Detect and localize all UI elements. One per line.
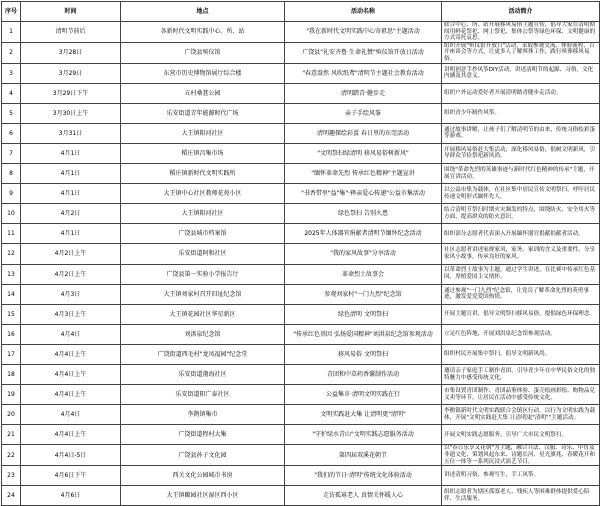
cell-activity-name: "守护绿水青山"文明实践志愿服务活动	[285, 425, 442, 445]
table-row	[2, 304, 600, 324]
cell-activity-name: 绿色祭扫 告别火患	[285, 204, 442, 224]
cell-time: 4月4日上午	[21, 385, 121, 405]
cell-activity-name: 参观刘家村"一门九烈"纪念馆	[285, 284, 442, 304]
cell-place: 广饶县殡仪馆	[121, 42, 285, 63]
table-row	[2, 445, 600, 466]
cell-place: 刘洪泉纪念馆	[121, 324, 285, 344]
cell-time: 4月1日	[21, 164, 121, 184]
cell-no: 7	[2, 143, 21, 163]
cell-activity-desc: 通过故事讲解，让孩子们了解清明节的由来，传统习俗绘彩蛋等游戏。	[442, 123, 600, 143]
cell-place: 广饶街道西毛村"龙凤福园"纪念堂	[121, 344, 285, 364]
cell-place: 大王镇刘家村召开旧址纪念馆	[121, 284, 285, 304]
table-row	[2, 364, 600, 384]
cell-activity-desc: 以公益市集为载体，在社区集中居民宣传文明祭扫，呼吁居民传递文明形式缅怀先人。	[442, 184, 600, 204]
table-row	[2, 143, 600, 163]
cell-activity-desc: 组织户外运动爱好者开展清明踏青健步走活动。	[442, 83, 600, 103]
table-row	[2, 284, 600, 304]
cell-no: 8	[2, 164, 21, 184]
cell-no: 3	[2, 63, 21, 83]
cell-no: 23	[2, 466, 21, 486]
cell-activity-desc: 组织志愿者为辖区孤寡老人、残疾人等困难群体提供爱心陪伴、生活服务。	[442, 486, 600, 506]
cell-time: 4月4日上午	[21, 425, 121, 445]
header-activity-desc: 活动简介	[442, 2, 600, 22]
table-row	[2, 486, 600, 506]
cell-time: 4月3日	[21, 284, 121, 304]
cell-activity-name: 2025年人体器官捐献者清明节缅怀纪念活动	[285, 224, 442, 244]
cell-time: 3月31日	[21, 123, 121, 143]
cell-no: 18	[2, 364, 21, 384]
cell-activity-desc: 通过参观"一门九烈"纪念馆，让党员了解革命先烈的英勇事迹，激发爱党爱国热情。	[442, 284, 600, 304]
cell-time: 4月4日上午	[21, 344, 121, 364]
cell-no: 21	[2, 425, 21, 445]
cell-place: 稻庄镇新时代文明实践所	[121, 164, 285, 184]
cell-place: 大王镇阳河社区	[121, 123, 285, 143]
cell-time: 4月4日	[21, 324, 121, 344]
cell-time: 4月1日	[21, 143, 121, 163]
header-time: 时间	[21, 2, 121, 22]
cell-time: 4月6日下午	[21, 466, 121, 486]
cell-activity-name: "春意盎然 风吹纸鸢"清明节主题社会教育活动	[285, 63, 442, 83]
cell-place: 大王镇阳河社区	[121, 204, 285, 224]
table-row	[2, 405, 600, 425]
cell-time: 4月1日	[21, 184, 121, 204]
cell-place: 乐安街道渤海社区	[121, 364, 285, 384]
cell-activity-name: 清明踏青·健步走	[285, 83, 442, 103]
cell-activity-name: "我在新时代文明实践中心寄祖思"主题活动	[285, 22, 442, 43]
cell-time: 3月30日上午	[21, 103, 121, 123]
cell-place: 大王镇花园社区华星新区	[121, 304, 285, 324]
cell-activity-desc: 讲明创意手抄风筝DIY活动，讲述清明节的起源、习俗，文化内涵及其意义。	[442, 63, 600, 83]
cell-no: 9	[2, 184, 21, 204]
header-activity-name: 活动名称	[285, 2, 442, 22]
cell-no: 15	[2, 304, 21, 324]
cell-activity-name: "我们的节日·清明"传统文化体验活动	[285, 466, 442, 486]
cell-time: 4月3日上午	[21, 304, 121, 324]
cell-no: 11	[2, 224, 21, 244]
cell-time: 4月6日	[21, 486, 121, 506]
cell-no: 17	[2, 344, 21, 364]
cell-activity-desc: 讲述清明习俗，参观写生，手工风筝。	[442, 466, 600, 486]
activity-schedule-table	[1, 1, 600, 506]
cell-place: 西关文化公园城市书房	[121, 466, 285, 486]
cell-place: 各新时代文明实践中心、所、站	[121, 22, 285, 43]
cell-time: 4月4日-5日	[21, 445, 121, 466]
cell-activity-name: 革命烈士故事会	[285, 264, 442, 284]
cell-activity-desc: 李鹊镇新时代文明实践联合会镇区行动，以行为文明实践为载体，开展"文明实践赶大集 让清明更"清明""主题活动。	[442, 405, 600, 425]
table-row	[2, 164, 600, 184]
table-row	[2, 103, 600, 123]
table-row	[2, 184, 600, 204]
cell-no: 1	[2, 22, 21, 43]
cell-place: 广饶街道程村大集	[121, 425, 285, 445]
table-row	[2, 83, 600, 103]
cell-activity-desc: 组织青少年制作风筝。	[442, 103, 600, 123]
cell-no: 20	[2, 405, 21, 425]
cell-time: 4月2日上午	[21, 264, 121, 284]
cell-activity-desc: 以"春日乐享又花朝"为主题，融合兵法、汉服、诗乐、甲胄及非遗文化、策划风起东来、诗题长河、星光旗兆、春暖花开和五位一体等一系列沉浸式演艺节目。	[442, 445, 600, 466]
cell-activity-name: 绿色清明 文明祭扫	[285, 304, 442, 324]
cell-activity-name: 移风易俗 文明祭扫	[285, 344, 442, 364]
cell-time: 清明节前后	[21, 22, 121, 43]
cell-place: 大王镇中心社区教师花苑小区	[121, 184, 285, 204]
cell-time: 4月1日	[21, 224, 121, 244]
table-header-row	[2, 2, 600, 22]
cell-time: 3月29日下午	[21, 83, 121, 103]
cell-activity-desc: 开展移风易俗赶大集活动，深化移风易俗，倡树文明新风，引导群众节俭祭祀新风尚。	[442, 143, 600, 163]
cell-place: 乐安街道阿和社区	[121, 244, 285, 264]
cell-activity-desc: 组织部分志愿者代表深入开展缅怀器官捐献捐献者活动。	[442, 224, 600, 244]
cell-activity-desc: 市集设置青团制作、青团品鉴体验、蛋壳绘画彩绘、购物品兑义卖等环节，让居民在活动中感受传统文化。	[442, 385, 600, 405]
cell-no: 19	[2, 385, 21, 405]
cell-no: 4	[2, 83, 21, 103]
table-body	[2, 22, 600, 506]
cell-place: 乐安街道青年能源时代广场	[121, 103, 285, 123]
cell-place: 五村桑葚公园	[121, 83, 285, 103]
cell-activity-name: 公益集市·清明文明实践在行	[285, 385, 442, 405]
table-row	[2, 204, 600, 224]
cell-activity-name: "传承红色基因 弘扬爱国精神"刘洪泉纪念馆参观活动	[285, 324, 442, 344]
cell-no: 16	[2, 324, 21, 344]
cell-activity-name: "书香带里"益"集"·释亲爱心传递"公益市集活动	[285, 184, 442, 204]
table-row	[2, 224, 600, 244]
table-row	[2, 385, 600, 405]
cell-no: 5	[2, 103, 21, 123]
cell-activity-desc: 立足红色阵地，开展刘洪泉纪念馆参观活动。	[442, 324, 600, 344]
table-row	[2, 22, 600, 43]
cell-place: 李鹊镇集市	[121, 405, 285, 425]
cell-activity-name: "缅怀革命先烈 传承红色精神"主题宣讲	[285, 164, 442, 184]
table-row	[2, 123, 600, 143]
cell-time: 4月4日	[21, 405, 121, 425]
cell-activity-name: 亲子手绘风筝	[285, 103, 442, 123]
cell-activity-name: 文明实践赶大集 让清明更"清明"	[285, 405, 442, 425]
table-row	[2, 42, 600, 63]
cell-activity-desc: 社区志愿者讲述家规家风，家务、家训的含义及重要性，分享家风小故事，传承良好的家风。	[442, 244, 600, 264]
table-row	[2, 244, 600, 264]
cell-no: 22	[2, 445, 21, 466]
cell-activity-desc: 邀请亲子家庭手工制作青团，引导青少年在中华民俗文化的独特魅力中感受传统文化。	[442, 364, 600, 384]
cell-place: 稻庄镇昌集市场	[121, 143, 285, 163]
cell-activity-desc: 开展主题宣讲，倡导文明祭扫移风易俗，提倡绿色环保理念。	[442, 304, 600, 324]
cell-activity-desc: 结合清明节祭扫时期火灾频发的特点，围绕防火、安全用火等方面，提高群众的防火意识。	[442, 204, 600, 224]
cell-activity-desc: 以革命烈士故事为主题，通过学生讲述，在比赛中传承红色基因，厚植爱国主义情怀。	[442, 264, 600, 284]
cell-activity-name: "文明祭扫绿清明 移风易俗树新风"	[285, 143, 442, 163]
table-row	[2, 264, 600, 284]
cell-no: 10	[2, 204, 21, 224]
cell-activity-desc: 组织开展"殡仪馆开放日"活动，采取参观交流、体验流程、召开座谈会等方式，让更多人了解殡葬工作，践行殡葬移风易俗。	[442, 42, 600, 63]
cell-time: 3月28日	[21, 42, 121, 63]
cell-activity-name: 走访孤寡老人 真情关怀暖人心	[285, 486, 442, 506]
cell-no: 2	[2, 42, 21, 63]
cell-activity-desc: 联合中心、所、站开展移风易俗主题宣传，倡导大家在清明期间用鲜花祭祀、网上祭祀、集体公祭等绿色环保、文明健康的方式寄托哀思。	[442, 22, 600, 43]
cell-place: 广饶县孙子文化园	[121, 445, 285, 466]
cell-activity-name: "我的家风故事"分享活动	[285, 244, 442, 264]
cell-place: 广饶县城市档案馆	[121, 224, 285, 244]
cell-time: 4月2日上午	[21, 244, 121, 264]
table-row	[2, 425, 600, 445]
table-row	[2, 63, 600, 83]
cell-time: 4月4日上午	[21, 364, 121, 384]
cell-no: 6	[2, 123, 21, 143]
cell-activity-desc: 组织村民开展集中祭扫，倡导文明新风尚。	[442, 344, 600, 364]
table-row	[2, 344, 600, 364]
table-row	[2, 324, 600, 344]
header-no: 序号	[2, 2, 21, 22]
cell-place: 东营市历史博物馆展厅综合楼	[121, 63, 285, 83]
cell-time: 4月2日	[21, 204, 121, 224]
cell-no: 13	[2, 264, 21, 284]
cell-activity-desc: 围绕"革命先烈的英雄事迹与新时代红色精神的传承"主题，开展宣讲活动。	[442, 164, 600, 184]
cell-no: 14	[2, 284, 21, 304]
cell-activity-desc: 开展文明实践志愿服务，引导广大市民文明祭扫。	[442, 425, 600, 445]
cell-time: 3月29日	[21, 63, 121, 83]
cell-no: 12	[2, 244, 21, 264]
cell-activity-name: 青团和中草药香囊制作活动	[285, 364, 442, 384]
cell-place: 乐安街道阳广泰社区	[121, 385, 285, 405]
cell-activity-name: 第四届双溪花朝节	[285, 445, 442, 466]
cell-no: 24	[2, 486, 21, 506]
cell-activity-name: 清明趣探绘彩蛋 春日里的东莞活动	[285, 123, 442, 143]
header-place: 地点	[121, 2, 285, 22]
cell-place: 广饶县第一实验小学报告厅	[121, 264, 285, 284]
cell-place: 大王镇颐园社区湿区西小区	[121, 486, 285, 506]
table-row	[2, 466, 600, 486]
cell-activity-name: 广饶县"礼安齐鲁 生命礼赞"殡仪馆开放日活动	[285, 42, 442, 63]
